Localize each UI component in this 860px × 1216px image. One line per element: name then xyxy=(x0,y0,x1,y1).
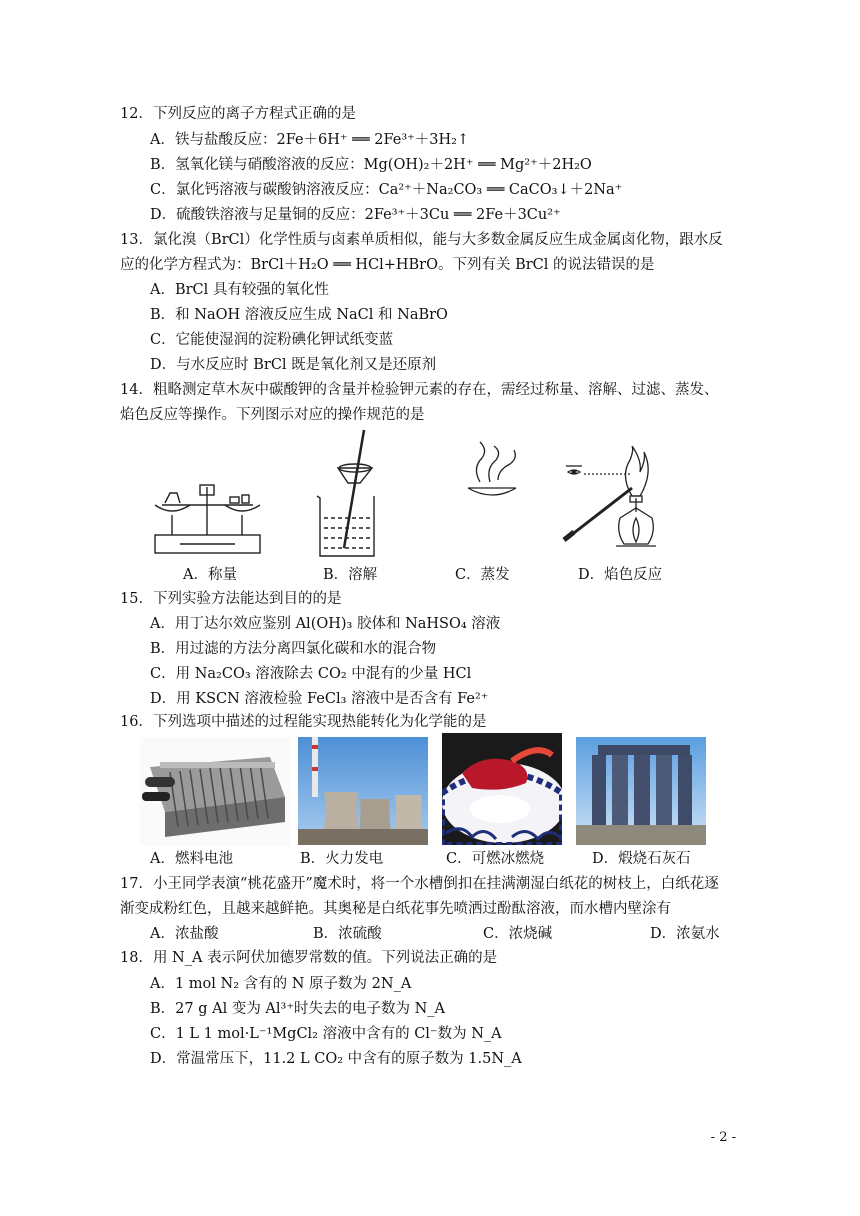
q14-caption-d: D．焰色反应 xyxy=(578,567,663,583)
q15-option-a: A．用丁达尔效应鉴别 Al(OH)₃ 胶体和 NaHSO₄ 溶液 xyxy=(150,616,501,632)
q14-stem-line1: 14．粗略测定草木灰中碳酸钾的含量并检验钾元素的存在，需经过称量、溶解、过滤、蒸发、 xyxy=(120,382,719,398)
q16-caption-c: C．可燃冰燃烧 xyxy=(446,851,545,867)
q18-option-d: D．常温常压下，11.2 L CO₂ 中含有的原子数为 1.5N_A xyxy=(150,1051,522,1067)
q16-stem: 16．下列选项中描述的过程能实现热能转化为化学能的是 xyxy=(120,714,487,730)
fuel-cell-photo xyxy=(140,737,290,845)
q13-stem-line2: 应的化学方程式为：BrCl＋H₂O ══ HCl+HBrO。下列有关 BrCl 的说法错误的是 xyxy=(120,257,655,273)
q16-caption-d: D．煅烧石灰石 xyxy=(592,851,691,867)
q14-caption-c: C．蒸发 xyxy=(455,567,510,583)
q12-option-a: A．铁与盐酸反应：2Fe＋6H⁺ ══ 2Fe³⁺＋3H₂↑ xyxy=(150,132,470,148)
q17-option-d: D．浓氨水 xyxy=(650,926,720,942)
balance-scale-figure xyxy=(150,475,265,560)
q15-stem: 15．下列实验方法能达到目的的是 xyxy=(120,591,342,607)
q17-stem-line2: 渐变成粉红色，且越来越鲜艳。其奥秘是白纸花事先喷洒过酚酞溶液，而水槽内壁涂有 xyxy=(120,901,671,917)
q14-caption-a: A．称量 xyxy=(183,567,237,583)
q18-stem: 18．用 N_A 表示阿伏加德罗常数的值。下列说法正确的是 xyxy=(120,950,498,966)
q17-option-b: B．浓硫酸 xyxy=(313,926,382,942)
q17-option-a: A．浓盐酸 xyxy=(150,926,219,942)
lime-kiln-photo xyxy=(576,737,706,845)
q18-option-b: B．27 g Al 变为 Al³⁺时失去的电子数为 N_A xyxy=(150,1001,446,1017)
beaker-stirring-figure xyxy=(312,428,382,560)
q12-option-b: B．氢氧化镁与硝酸溶液的反应：Mg(OH)₂＋2H⁺ ══ Mg²⁺＋2H₂O xyxy=(150,157,592,173)
q14-stem-line2: 焰色反应等操作。下列图示对应的操作规范的是 xyxy=(120,407,425,423)
page-number: - 2 - xyxy=(710,1130,736,1145)
q17-stem-line1: 17．小王同学表演“桃花盛开”魔术时，将一个水槽倒扣在挂满潮湿白纸花的树枝上，白纸花逐 xyxy=(120,876,719,892)
q13-stem-line1: 13．氯化溴（BrCl）化学性质与卤素单质相似，能与大多数金属反应生成金属卤化物，跟水反 xyxy=(120,232,723,248)
q13-option-b: B．和 NaOH 溶液反应生成 NaCl 和 NaBrO xyxy=(150,307,448,323)
q13-option-c: C．它能使湿润的淀粉碘化钾试纸变蓝 xyxy=(150,332,394,348)
q16-caption-b: B．火力发电 xyxy=(300,851,384,867)
q16-caption-a: A．燃料电池 xyxy=(150,851,233,867)
combustible-ice-photo xyxy=(442,733,562,845)
q18-option-a: A．1 mol N₂ 含有的 N 原子数为 2N_A xyxy=(150,976,412,992)
q18-option-c: C．1 L 1 mol·L⁻¹MgCl₂ 溶液中含有的 Cl⁻数为 N_A xyxy=(150,1026,502,1042)
q14-caption-b: B．溶解 xyxy=(323,567,378,583)
q12-option-d: D．硫酸铁溶液与足量铜的反应：2Fe³⁺＋3Cu ══ 2Fe＋3Cu²⁺ xyxy=(150,207,561,223)
q13-option-d: D．与水反应时 BrCl 既是氧化剂又是还原剂 xyxy=(150,357,437,373)
q17-option-c: C．浓烧碱 xyxy=(483,926,553,942)
q15-option-d: D．用 KSCN 溶液检验 FeCl₃ 溶液中是否含有 Fe²⁺ xyxy=(150,691,489,707)
flame-test-figure xyxy=(560,446,660,560)
q15-option-c: C．用 Na₂CO₃ 溶液除去 CO₂ 中混有的少量 HCl xyxy=(150,666,472,682)
q15-option-b: B．用过滤的方法分离四氯化碳和水的混合物 xyxy=(150,641,437,657)
q12-stem: 12．下列反应的离子方程式正确的是 xyxy=(120,106,356,122)
evaporating-dish-figure xyxy=(462,440,522,500)
q13-option-a: A．BrCl 具有较强的氧化性 xyxy=(150,282,329,298)
q12-option-c: C．氯化钙溶液与碳酸钠溶液反应：Ca²⁺＋Na₂CO₃ ══ CaCO₃↓＋2Na⁺ xyxy=(150,182,623,198)
power-plant-photo xyxy=(298,737,428,845)
